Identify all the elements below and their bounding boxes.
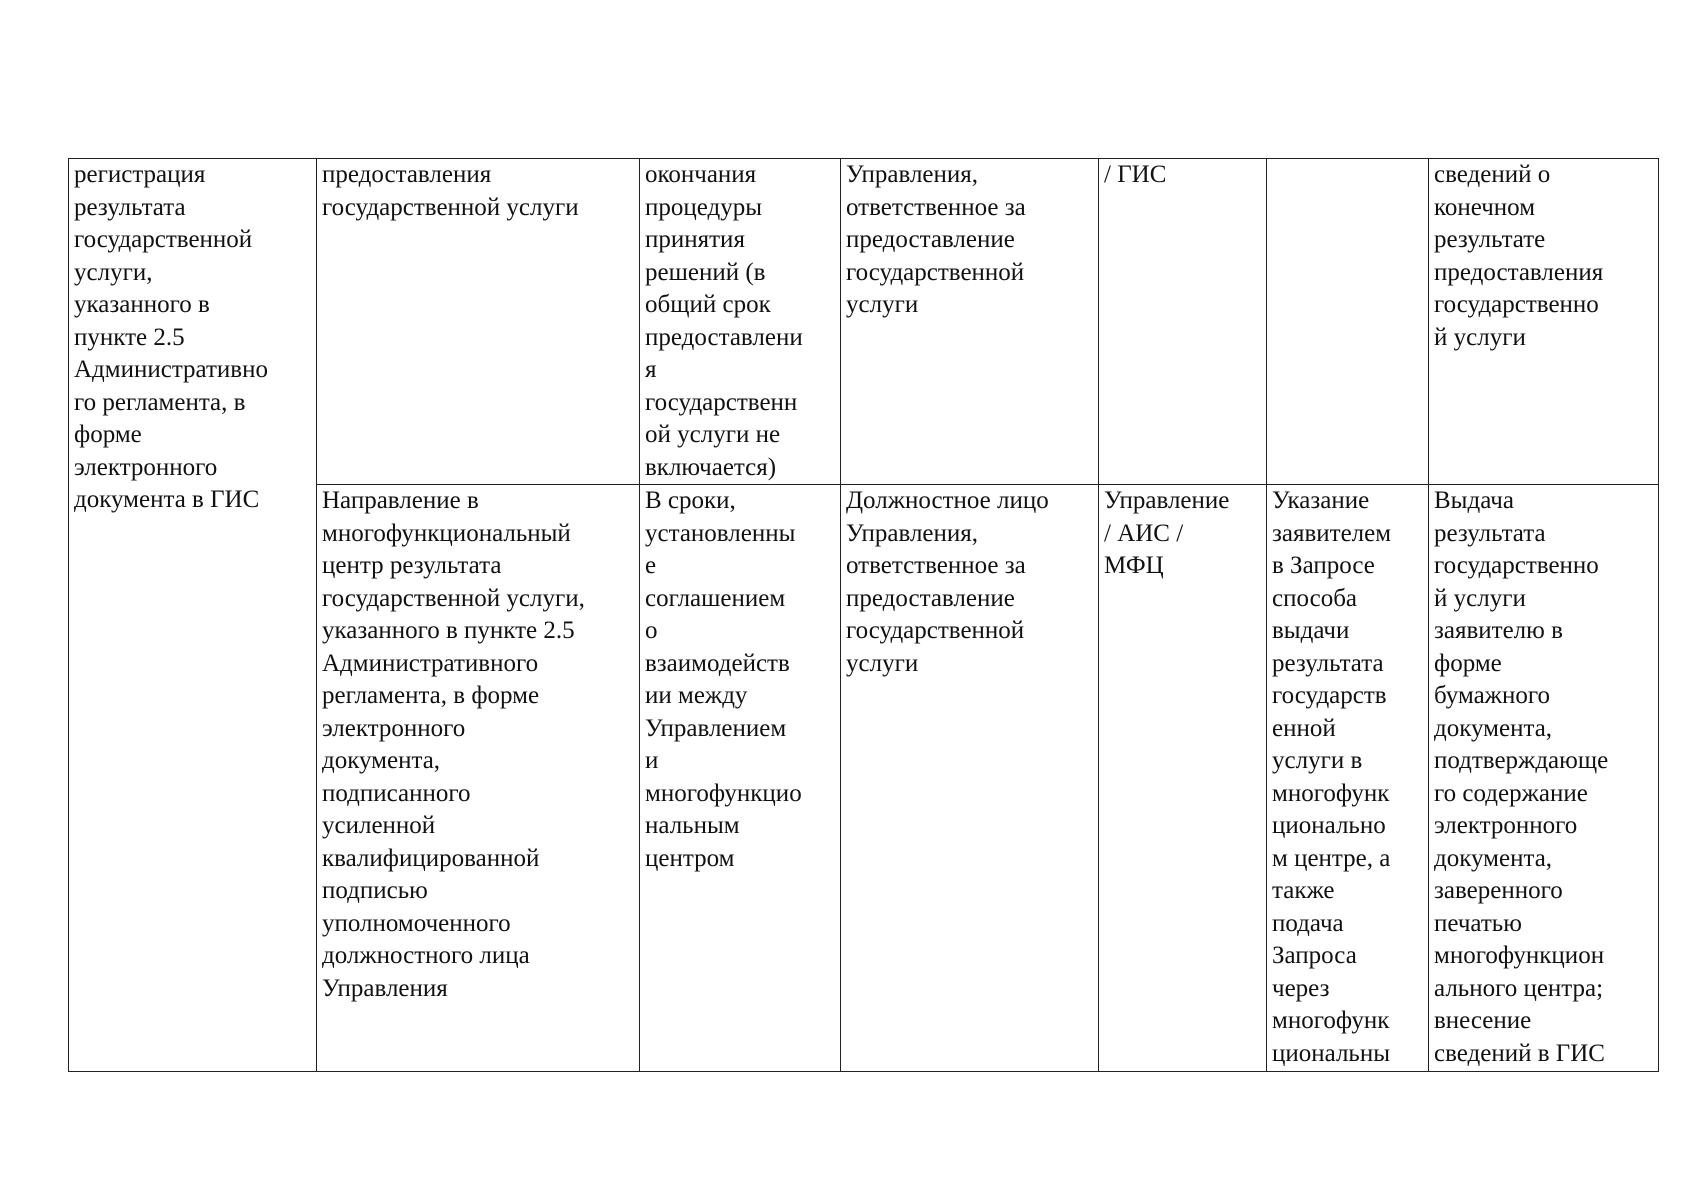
cell-text: Управления, ответственное за предоставление государственной услуги bbox=[846, 161, 1026, 318]
cell-text: В сроки, установленны е соглашением о взаимодейств ии между Управлением и многофункцио нальным центром bbox=[645, 487, 802, 872]
table-row bbox=[69, 159, 1659, 485]
table-cell-system bbox=[1099, 485, 1267, 1072]
cell-text: окончания процедуры принятия решений (в общий срок предоставлени я государственн ой услуги не включается) bbox=[645, 161, 803, 481]
table-cell-system bbox=[1099, 159, 1267, 485]
table-cell-action bbox=[69, 159, 317, 1072]
cell-text: сведений о конечном результате предоставления государственно й услуги bbox=[1434, 161, 1604, 351]
table-cell-responsible bbox=[841, 485, 1099, 1072]
table-cell-criteria bbox=[1267, 159, 1429, 485]
cell-text: регистрация результата государственной услуги, указанного в пункте 2.5 Административно го регламента, в форме электронного документа в ГИС bbox=[74, 161, 268, 513]
table-cell-content bbox=[317, 485, 640, 1072]
cell-text: Указание заявителем в Запросе способа выдачи результата государств енной услуги в многофунк ционально м центре, а также подача Запроса через многофунк циональны bbox=[1272, 487, 1392, 1067]
cell-text: / ГИС bbox=[1104, 161, 1167, 188]
cell-text: Управление / АИС / МФЦ bbox=[1104, 487, 1230, 579]
table-cell-responsible bbox=[841, 159, 1099, 485]
procedure-table bbox=[68, 158, 1659, 1072]
table-cell-result bbox=[1429, 159, 1659, 485]
table-cell-deadline bbox=[640, 485, 841, 1072]
table-cell-content bbox=[317, 159, 640, 485]
cell-text: Выдача результата государственно й услуги заявителю в форме бумажного документа, подтверждающе го содержание электронного документа, заверенного печатью многофункцион ального центра; внесение сведений в ГИС bbox=[1434, 487, 1609, 1067]
cell-text: Должностное лицо Управления, ответственное за предоставление государственной услуги bbox=[846, 487, 1049, 677]
cell-text: Направление в многофункциональный центр результата государственной услуги, указанного в пункте 2.5 Административного регламента, в форме электронного документа, подписанного усиленной квалифицированной подписью уполномоченного должностного лица Управления bbox=[322, 487, 585, 1002]
table-cell-criteria bbox=[1267, 485, 1429, 1072]
table-cell-deadline bbox=[640, 159, 841, 485]
table-cell-result bbox=[1429, 485, 1659, 1072]
cell-text: предоставления государственной услуги bbox=[322, 161, 579, 221]
